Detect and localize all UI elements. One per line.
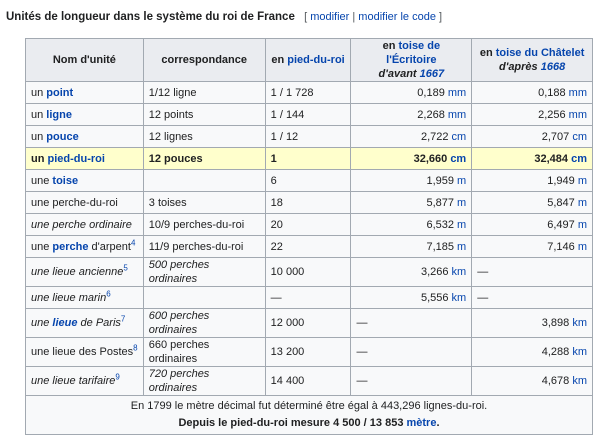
unit-name-cell	[26, 126, 144, 148]
year-1668-link[interactable]: 1668	[540, 61, 566, 73]
unit-name-cell	[26, 338, 144, 367]
unit-article: un	[31, 86, 47, 99]
unit-article: une lieue des Postes	[31, 346, 134, 358]
value: 7,146	[547, 240, 575, 253]
unit-link[interactable]: lieue	[52, 317, 78, 329]
value: 5,847	[547, 196, 575, 209]
unit-article: un	[31, 108, 47, 121]
correspondance-cell: 3 toises	[143, 192, 265, 214]
toise-chatelet-cell	[472, 104, 593, 126]
table-row	[26, 338, 593, 367]
unit-name-cell	[26, 214, 144, 236]
pied-value-cell: 1 / 12	[265, 126, 351, 148]
toise-chatelet-cell	[472, 236, 593, 258]
footnote-ref[interactable]: 4	[130, 237, 136, 247]
unit-article: une lieue marin	[31, 291, 107, 304]
table-body	[26, 82, 593, 396]
value: 2,707	[541, 130, 570, 143]
unit-article: une perche ordinaire	[31, 218, 132, 231]
unit-abbr-link[interactable]: km	[572, 317, 587, 329]
unit-abbr-link[interactable]: m	[457, 196, 467, 209]
correspondance-cell: 12 points	[143, 104, 265, 126]
correspondance-cell: 720 perches ordinaires	[143, 367, 265, 396]
unit-name-cell	[26, 258, 144, 287]
correspondance-cell	[143, 170, 265, 192]
unit-name-cell	[26, 104, 144, 126]
footnote-ref[interactable]: 9	[115, 372, 120, 382]
value: 5,877	[426, 196, 454, 209]
toise-chatelet-cell	[472, 367, 593, 396]
value: 4,678	[541, 375, 570, 387]
toise-chatelet-cell	[472, 258, 593, 287]
metre-link[interactable]: mètre	[406, 417, 437, 429]
pied-du-roi-link[interactable]: pied-du-roi	[287, 54, 345, 66]
value: 3,266	[420, 266, 449, 278]
units-table	[25, 38, 593, 435]
header-pied-du-roi: en pied-du-roi	[265, 39, 351, 82]
unit-article: un	[31, 130, 47, 143]
unit-abbr-link[interactable]: mm	[447, 108, 467, 121]
correspondance-cell: 660 perches ordinaires	[143, 338, 265, 367]
toise-chatelet-cell	[472, 287, 593, 309]
unit-abbr-link[interactable]: km	[572, 375, 587, 387]
toise-ecritoire-cell	[351, 309, 472, 338]
unit-abbr-link[interactable]: km	[572, 346, 587, 358]
unit-abbr-link[interactable]: m	[457, 174, 467, 187]
footnote-ref[interactable]: 6	[106, 288, 111, 298]
empty-dash: —	[477, 266, 489, 278]
table-footnote	[26, 396, 593, 435]
edit-links: [ modifier | modifier le code ]	[304, 11, 443, 23]
toise-ecritoire-cell	[351, 104, 472, 126]
unit-name-cell	[26, 367, 144, 396]
value: 1,949	[547, 174, 575, 187]
unit-name-cell	[26, 148, 144, 170]
toise-chatelet-cell	[472, 126, 593, 148]
correspondance-cell	[143, 287, 265, 309]
correspondance-cell: 12 lignes	[143, 126, 265, 148]
unit-abbr-link[interactable]: km	[451, 266, 467, 278]
unit-suffix: de Paris	[77, 317, 121, 329]
table-heading	[6, 11, 442, 23]
correspondance-cell: 11/9 perches-du-roi	[143, 236, 265, 258]
footnote-ref[interactable]: 5	[123, 263, 128, 273]
table-row	[26, 82, 593, 104]
toise-ecritoire-cell	[351, 258, 472, 287]
pied-value-cell: 20	[265, 214, 351, 236]
unit-name-cell	[26, 192, 144, 214]
unit-abbr-link[interactable]: m	[577, 240, 587, 253]
value: 5,556	[420, 291, 449, 304]
unit-suffix: d'arpent	[88, 240, 131, 253]
unit-abbr-link[interactable]: m	[577, 218, 587, 231]
unit-name-cell	[26, 236, 144, 258]
unit-abbr-link[interactable]: cm	[572, 130, 587, 143]
unit-abbr-link[interactable]: km	[451, 291, 467, 304]
unit-article: une	[31, 174, 53, 187]
toise-ecritoire-cell	[351, 287, 472, 309]
toise-chatelet-cell	[472, 309, 593, 338]
pied-value-cell: 1 / 144	[265, 104, 351, 126]
unit-abbr-link[interactable]: mm	[568, 108, 587, 121]
toise-chatelet-link[interactable]: toise du Châtelet	[495, 47, 585, 59]
empty-dash: —	[356, 375, 368, 387]
table-row	[26, 367, 593, 396]
pied-value-cell: 22	[265, 236, 351, 258]
correspondance-cell: 500 perches ordinaires	[143, 258, 265, 287]
value: 4,288	[541, 346, 570, 358]
table-row	[26, 126, 593, 148]
unit-abbr-link[interactable]: cm	[451, 130, 467, 143]
pied-value-cell: 1 / 1 728	[265, 82, 351, 104]
value: 32,484	[534, 152, 569, 165]
toise-chatelet-cell	[472, 82, 593, 104]
header-toise-chatelet: en toise du Châtelet d'après 1668	[472, 39, 593, 82]
toise-ecritoire-cell	[351, 82, 472, 104]
correspondance-cell: 1/12 ligne	[143, 82, 265, 104]
unit-abbr-link[interactable]: m	[577, 196, 587, 209]
unit-article: une	[31, 317, 53, 329]
unit-name-cell	[26, 287, 144, 309]
correspondance-cell: 600 perches ordinaires	[143, 309, 265, 338]
footnote-ref[interactable]: 7	[120, 314, 126, 324]
footnote-line-1: En 1799 le mètre décimal fut déterminé être égal à 443,296 lignes-du-roi.	[130, 400, 488, 412]
pied-value-cell: 14 400	[265, 367, 351, 396]
unit-abbr-link[interactable]: m	[457, 240, 467, 253]
table-row	[26, 309, 593, 338]
toise-ecritoire-cell	[351, 192, 472, 214]
value: 32,660	[413, 152, 448, 165]
unit-abbr-link[interactable]: mm	[568, 86, 587, 99]
header-correspondance: correspondance	[143, 39, 265, 82]
table-row	[26, 214, 593, 236]
unit-name-cell	[26, 309, 144, 338]
toise-ecritoire-cell	[351, 126, 472, 148]
unit-abbr-link[interactable]: m	[457, 218, 467, 231]
header-toise-ecritoire: en toise de l'Écritoire d'avant 1667	[351, 39, 472, 82]
unit-article: une	[31, 240, 53, 253]
unit-article: une lieue ancienne	[31, 266, 124, 278]
toise-chatelet-cell	[472, 214, 593, 236]
pied-value-cell: 1	[265, 148, 351, 170]
toise-chatelet-cell	[472, 170, 593, 192]
toise-ecritoire-cell	[351, 214, 472, 236]
footnote-line-2: Depuis le pied-du-roi mesure 4 500 / 13 853 mètre.	[178, 417, 440, 429]
unit-link[interactable]: toise	[52, 174, 79, 187]
value: 2,256	[538, 108, 566, 121]
pied-value-cell: 18	[265, 192, 351, 214]
unit-link[interactable]: perche	[52, 240, 89, 253]
table-row	[26, 148, 593, 170]
toise-chatelet-cell	[472, 148, 593, 170]
table-title: Unités de longueur dans le système du roi de France	[6, 11, 295, 23]
table-row	[26, 258, 593, 287]
unit-name-cell	[26, 170, 144, 192]
unit-article: un	[31, 152, 48, 165]
unit-name-cell	[26, 82, 144, 104]
table-row	[26, 287, 593, 309]
unit-link[interactable]: ligne	[46, 108, 72, 121]
pied-value-cell: 12 000	[265, 309, 351, 338]
unit-abbr-link[interactable]: mm	[447, 86, 467, 99]
unit-link[interactable]: pied-du-roi	[47, 152, 105, 165]
value: 6,497	[547, 218, 575, 231]
value: 1,959	[426, 174, 454, 187]
value: 7,185	[426, 240, 454, 253]
footnote-ref[interactable]: 8	[133, 343, 138, 353]
unit-abbr-link[interactable]: cm	[450, 152, 467, 165]
value: 2,268	[417, 108, 445, 121]
empty-dash: —	[356, 346, 368, 358]
pied-value-cell: —	[265, 287, 351, 309]
unit-article: une perche-du-roi	[31, 196, 118, 209]
toise-ecritoire-cell	[351, 338, 472, 367]
empty-dash: —	[356, 317, 368, 329]
correspondance-cell: 12 pouces	[143, 148, 265, 170]
correspondance-cell: 10/9 perches-du-roi	[143, 214, 265, 236]
toise-chatelet-cell	[472, 338, 593, 367]
table-row	[26, 192, 593, 214]
unit-abbr-link[interactable]: cm	[571, 152, 587, 165]
value: 0,188	[538, 86, 566, 99]
value: 3,898	[541, 317, 570, 329]
table-row	[26, 170, 593, 192]
unit-link[interactable]: point	[46, 86, 74, 99]
toise-ecritoire-cell	[351, 367, 472, 396]
table-row	[26, 236, 593, 258]
empty-dash: —	[477, 291, 489, 304]
toise-ecritoire-cell	[351, 236, 472, 258]
pied-value-cell: 13 200	[265, 338, 351, 367]
toise-ecritoire-cell	[351, 148, 472, 170]
header-unit-name: Nom d'unité	[26, 39, 144, 82]
toise-ecritoire-link[interactable]: toise de l'Écritoire	[386, 40, 441, 66]
table-row	[26, 104, 593, 126]
value: 2,722	[420, 130, 449, 143]
unit-article: une lieue tarifaire	[31, 375, 116, 387]
toise-chatelet-cell	[472, 192, 593, 214]
unit-abbr-link[interactable]: m	[577, 174, 587, 187]
toise-ecritoire-cell	[351, 170, 472, 192]
pied-value-cell: 10 000	[265, 258, 351, 287]
pied-value-cell: 6	[265, 170, 351, 192]
value: 6,532	[426, 218, 454, 231]
unit-link[interactable]: pouce	[46, 130, 79, 143]
year-1667-link[interactable]: 1667	[419, 68, 445, 80]
edit-link[interactable]: modifier	[310, 11, 350, 23]
edit-code-link[interactable]: modifier le code	[358, 11, 436, 23]
value: 0,189	[417, 86, 445, 99]
